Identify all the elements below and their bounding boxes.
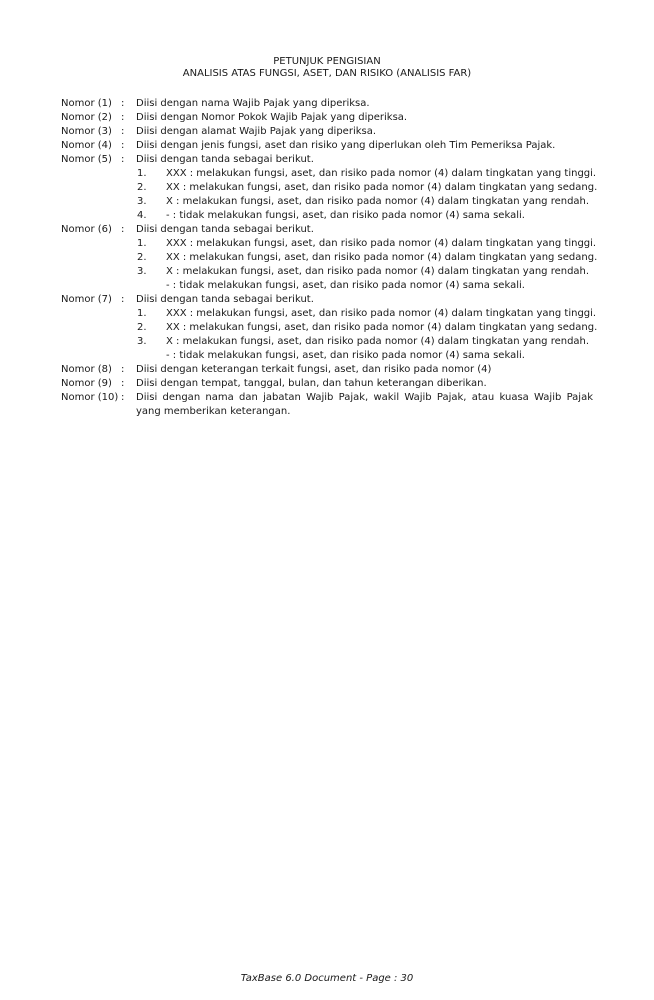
- sub-item-text: XX : melakukan fungsi, aset, dan risiko pada nomor (4) dalam tingkatan yang sedang.: [166, 252, 598, 263]
- sub-item-number: 3.: [137, 336, 147, 347]
- sub-item-number: 1.: [137, 238, 147, 249]
- instruction-text: Diisi dengan nama Wajib Pajak yang diperiksa.: [136, 98, 370, 109]
- instruction-colon: :: [121, 126, 125, 137]
- instruction-colon: :: [121, 154, 125, 165]
- sub-item: [61, 307, 597, 321]
- instruction-row: [61, 125, 593, 139]
- instruction-label: Nomor (3): [61, 126, 112, 137]
- instruction-row: [61, 139, 593, 153]
- instruction-row: [61, 111, 593, 125]
- sub-item: [61, 195, 593, 209]
- sub-item-text: X : melakukan fungsi, aset, dan risiko pada nomor (4) dalam tingkatan yang rendah.: [166, 336, 590, 347]
- instruction-colon: :: [121, 378, 125, 389]
- sub-item: [61, 321, 598, 335]
- sub-item-text: XX : melakukan fungsi, aset, dan risiko pada nomor (4) dalam tingkatan yang sedang.: [166, 322, 598, 333]
- sub-item-text: X : melakukan fungsi, aset, dan risiko pada nomor (4) dalam tingkatan yang rendah.: [166, 266, 590, 277]
- instruction-text: Diisi dengan Nomor Pokok Wajib Pajak yang diperiksa.: [136, 112, 408, 123]
- sub-item-number: 4.: [137, 210, 147, 221]
- instruction-label: Nomor (9): [61, 378, 112, 389]
- instruction-colon: :: [121, 140, 125, 151]
- page-header: [0, 56, 654, 80]
- header-subtitle: ANALISIS ATAS FUNGSI, ASET, DAN RISIKO (ANALISIS FAR): [182, 68, 472, 79]
- instruction-colon: :: [121, 364, 125, 375]
- sub-item-number: 3.: [137, 196, 147, 207]
- instruction-row: [61, 293, 593, 307]
- sub-item-number: [137, 349, 166, 363]
- instruction-label: Nomor (4): [61, 140, 112, 151]
- sub-item-text: - : tidak melakukan fungsi, aset, dan risiko pada nomor (4) sama sekali.: [166, 350, 525, 361]
- instruction-text: Diisi dengan nama dan jabatan Wajib Pajak, wakil Wajib Pajak, atau kuasa Wajib Pajak yang memberikan keterangan.: [136, 392, 593, 417]
- page-footer: TaxBase 6.0 Document - Page : 30: [240, 973, 414, 984]
- instruction-text: Diisi dengan alamat Wajib Pajak yang diperiksa.: [136, 126, 377, 137]
- sub-item-number: 3.: [137, 266, 147, 277]
- sub-item-text: XXX : melakukan fungsi, aset, dan risiko pada nomor (4) dalam tingkatan yang tinggi.: [166, 308, 597, 319]
- sub-item: [61, 209, 593, 223]
- instruction-text: Diisi dengan tanda sebagai berikut.: [136, 154, 314, 165]
- header-title: PETUNJUK PENGISIAN: [273, 56, 381, 67]
- instruction-label: Nomor (6): [61, 224, 112, 235]
- sub-item: [61, 349, 593, 363]
- sub-item: [61, 279, 593, 293]
- instruction-colon: :: [121, 224, 125, 235]
- instruction-label: Nomor (2): [61, 112, 112, 123]
- sub-item-text: - : tidak melakukan fungsi, aset, dan risiko pada nomor (4) sama sekali.: [166, 280, 525, 291]
- sub-item-text: XXX : melakukan fungsi, aset, dan risiko pada nomor (4) dalam tingkatan yang tinggi.: [166, 168, 597, 179]
- instruction-label: Nomor (8): [61, 364, 112, 375]
- sub-item: [61, 181, 598, 195]
- sub-item-text: - : tidak melakukan fungsi, aset, dan risiko pada nomor (4) sama sekali.: [166, 210, 525, 221]
- instruction-label: Nomor (10): [61, 392, 119, 403]
- instruction-text: Diisi dengan keterangan terkait fungsi, aset, dan risiko pada nomor (4): [136, 364, 492, 375]
- sub-item-text: X : melakukan fungsi, aset, dan risiko pada nomor (4) dalam tingkatan yang rendah.: [166, 196, 590, 207]
- instruction-row: [61, 153, 593, 167]
- instruction-colon: :: [121, 112, 125, 123]
- sub-item-number: 1.: [137, 308, 147, 319]
- instruction-colon: :: [121, 98, 125, 109]
- sub-item-text: XX : melakukan fungsi, aset, dan risiko pada nomor (4) dalam tingkatan yang sedang.: [166, 182, 598, 193]
- instruction-text: Diisi dengan tanda sebagai berikut.: [136, 224, 314, 235]
- instruction-colon: :: [121, 294, 125, 305]
- sub-item-number: 2.: [137, 252, 147, 263]
- sub-item-number: 2.: [137, 322, 147, 333]
- instruction-row: [61, 223, 593, 237]
- sub-item: [61, 265, 593, 279]
- instruction-row: [61, 97, 593, 111]
- sub-item: [61, 335, 593, 349]
- sub-item: [61, 251, 598, 265]
- instruction-row: [61, 391, 593, 419]
- sub-item: [61, 237, 597, 251]
- instruction-row: [61, 363, 593, 377]
- instruction-text: Diisi dengan jenis fungsi, aset dan risiko yang diperlukan oleh Tim Pemeriksa Pajak.: [136, 140, 556, 151]
- instruction-label: Nomor (7): [61, 294, 112, 305]
- sub-item-number: [137, 279, 166, 293]
- sub-item: [61, 167, 597, 181]
- sub-item-number: 1.: [137, 168, 147, 179]
- instruction-label: Nomor (5): [61, 154, 112, 165]
- instruction-text: Diisi dengan tanda sebagai berikut.: [136, 294, 314, 305]
- instruction-list: [61, 97, 598, 419]
- instruction-colon: :: [121, 392, 125, 403]
- sub-item-number: 2.: [137, 182, 147, 193]
- instruction-text: Diisi dengan tempat, tanggal, bulan, dan tahun keterangan diberikan.: [136, 378, 487, 389]
- instruction-row: [61, 377, 593, 391]
- instruction-label: Nomor (1): [61, 98, 112, 109]
- sub-item-text: XXX : melakukan fungsi, aset, dan risiko pada nomor (4) dalam tingkatan yang tinggi.: [166, 238, 597, 249]
